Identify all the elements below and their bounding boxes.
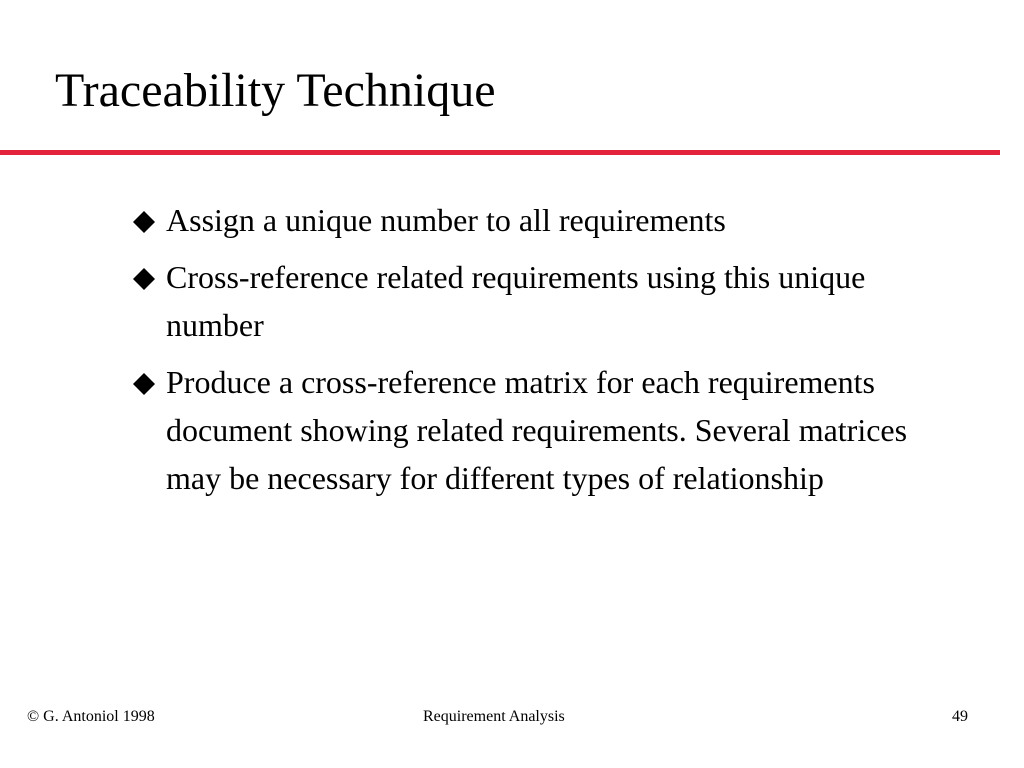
footer-copyright: © G. Antoniol 1998 xyxy=(27,708,155,725)
bullet-item xyxy=(130,196,960,244)
bullet-list xyxy=(130,196,960,511)
bullet-item xyxy=(130,358,960,502)
diamond-bullet-icon xyxy=(133,373,155,395)
slide-title: Traceability Technique xyxy=(55,64,496,117)
bullet-item xyxy=(130,253,960,349)
title-divider xyxy=(0,150,1000,155)
diamond-bullet-icon xyxy=(133,268,155,290)
bullet-text: Produce a cross-reference matrix for each requirements document showing related requirements. Several matrices may be necessary for different types of relationship xyxy=(166,364,908,496)
bullet-text: Cross-reference related requirements using this unique number xyxy=(166,259,866,343)
footer-course-title: Requirement Analysis xyxy=(423,708,565,725)
footer-page-number: 49 xyxy=(952,708,968,725)
bullet-text: Assign a unique number to all requirements xyxy=(166,202,726,238)
diamond-bullet-icon xyxy=(133,211,155,233)
